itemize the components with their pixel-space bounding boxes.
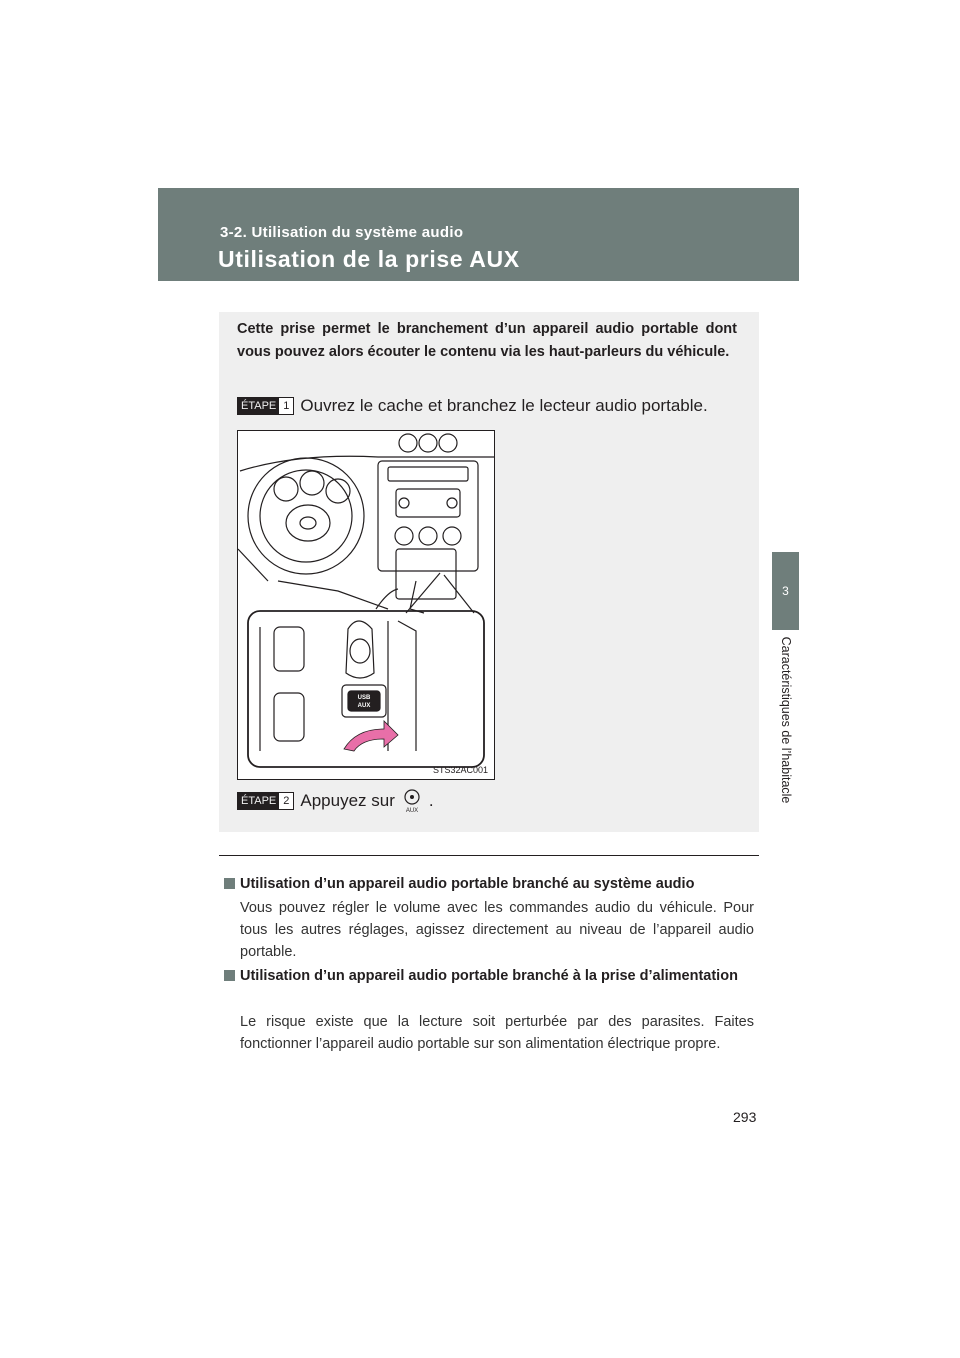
- step-1-number: 1: [279, 398, 293, 414]
- step-2: [237, 788, 434, 814]
- chapter-header: [158, 188, 799, 281]
- section-title: 3-2. Utilisation du système audio: [220, 224, 464, 241]
- illustration-code: STS32AC001: [432, 765, 488, 775]
- chapter-side-label-text: Caractéristiques de l’habitacle: [779, 636, 793, 804]
- note-2-heading: Utilisation d’un appareil audio portable branché à la prise d’alimentation: [224, 965, 760, 987]
- step-2-suffix: .: [428, 791, 434, 810]
- chapter-tab: 3: [772, 552, 799, 630]
- step-2-text: Appuyez sur: [300, 791, 395, 810]
- step-1-word: ÉTAPE: [238, 398, 279, 414]
- aux-button-label: AUX: [405, 808, 419, 814]
- divider: [219, 855, 759, 856]
- page-number: 293: [733, 1109, 757, 1125]
- step-1: [237, 396, 708, 416]
- open-cover-arrow: [344, 721, 398, 751]
- step-2-word: ÉTAPE: [238, 793, 279, 809]
- usb-label: USB: [357, 695, 371, 701]
- step-2-number: 2: [279, 793, 293, 809]
- intro-text: Cette prise permet le branchement d’un appareil audio portable dont vous pouvez alors écouter le contenu via les haut-parleurs du véhicule.: [237, 321, 737, 360]
- step-1-badge: [237, 397, 294, 415]
- aux-label: AUX: [357, 703, 371, 709]
- page-title: Utilisation de la prise AUX: [218, 246, 520, 272]
- step-1-text: Ouvrez le cache et branchez le lecteur audio portable.: [300, 396, 708, 415]
- note-1-body: Vous pouvez régler le volume avec les commandes audio du véhicule. Pour tous les autres réglages, agissez directement au niveau de l’appareil audio portable.: [240, 900, 754, 960]
- dashboard-drawing: [238, 431, 494, 779]
- dashboard-illustration: [237, 430, 495, 780]
- step-2-badge: [237, 792, 294, 810]
- instruction-box: [219, 312, 759, 832]
- note-1-heading: Utilisation d’un appareil audio portable branché au système audio: [224, 873, 760, 895]
- note-2-body: Le risque existe que la lecture soit perturbée par des parasites. Faites fonctionner l’appareil audio portable sur son alimentation électrique propre.: [240, 1014, 754, 1052]
- aux-button-icon: [401, 788, 423, 814]
